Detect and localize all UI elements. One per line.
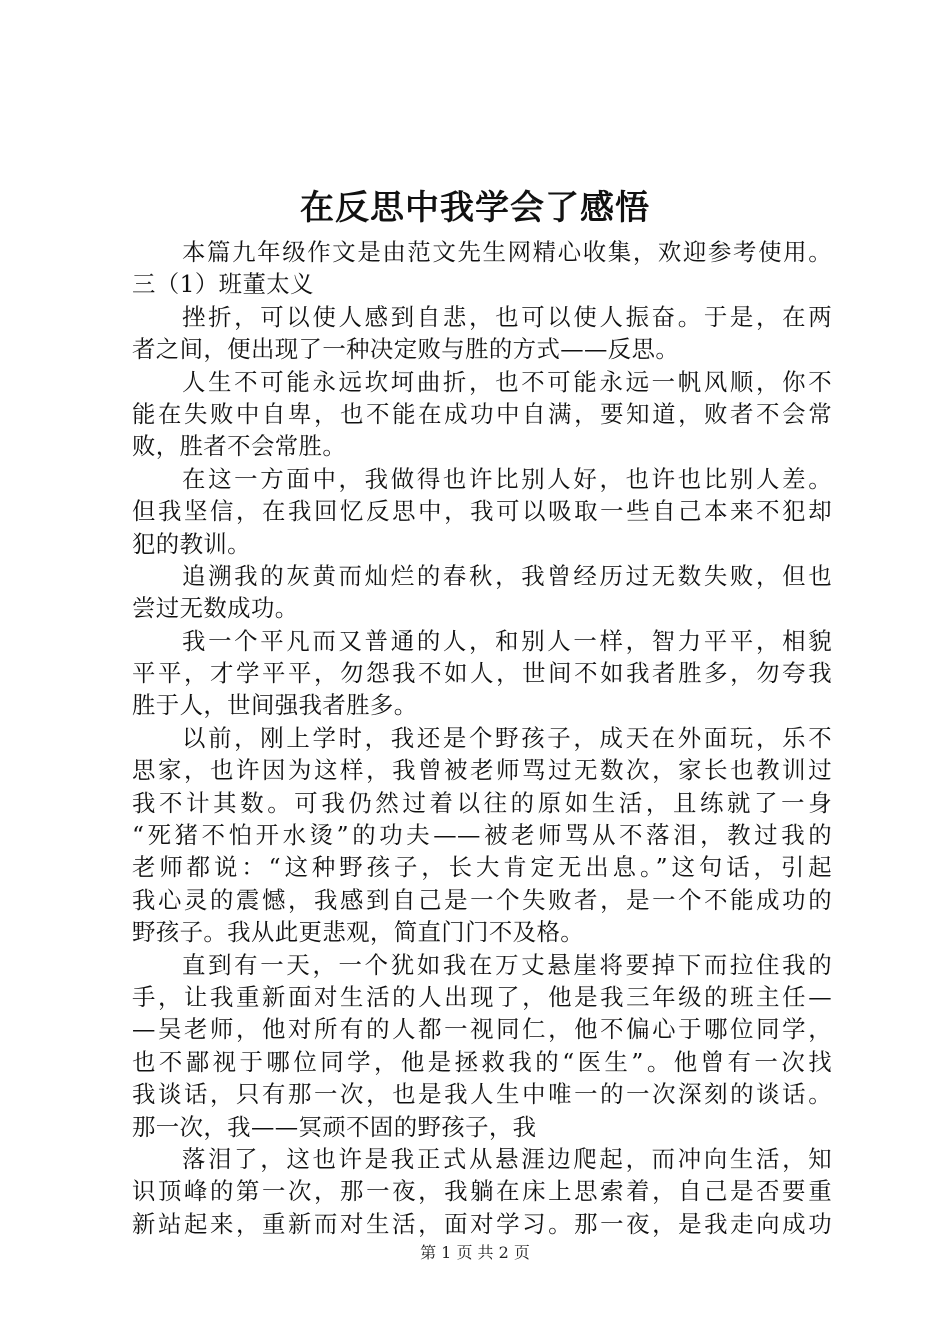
- text-line: 我不计其数。可我仍然过着以往的原如生活，且练就了一身: [132, 788, 832, 817]
- text-line: 也不鄙视于哪位同学，他是拯救我的“医生”。他曾有一次找: [132, 1047, 832, 1076]
- text-line: 犯的教训。: [132, 529, 251, 558]
- text-line: 在这一方面中，我做得也许比别人好，也许也比别人差。: [182, 464, 832, 493]
- text-line: 三（1）班董太义: [132, 270, 314, 299]
- text-line: 我心灵的震憾，我感到自己是一个失败者，是一个不能成功的: [132, 885, 832, 914]
- document-body: [132, 236, 832, 1240]
- document-title: 在反思中我学会了感悟: [300, 188, 650, 228]
- text-line: 直到有一天，一个犹如我在万丈悬崖将要掉下而拉住我的: [182, 950, 832, 979]
- text-line: 手，让我重新面对生活的人出现了，他是我三年级的班主任—: [132, 982, 832, 1011]
- text-line: 人生不可能永远坎坷曲折，也不可能永远一帆风顺，你不: [182, 367, 832, 396]
- text-line: 平平，才学平平，勿怨我不如人，世间不如我者胜多，勿夸我: [132, 659, 832, 688]
- text-line: 败，胜者不会常胜。: [132, 432, 347, 461]
- text-line: 新站起来，重新而对生活，面对学习。那一夜，是我走向成功: [132, 1209, 832, 1238]
- text-line: 挫折，可以使人感到自悲，也可以使人振奋。于是，在两: [182, 302, 832, 331]
- text-line: 野孩子。我从此更悲观，简直门门不及格。: [132, 918, 585, 947]
- text-line: 识顶峰的第一次，那一夜，我躺在床上思索着，自己是否要重: [132, 1177, 832, 1206]
- page-footer: 第 1 页 共 2 页: [420, 1243, 530, 1262]
- text-line: 但我坚信，在我回忆反思中，我可以吸取一些自己本来不犯却: [132, 497, 832, 526]
- text-line: 胜于人，世间强我者胜多。: [132, 691, 418, 720]
- text-line: —吴老师，他对所有的人都一视同仁，他不偏心于哪位同学，: [132, 1015, 832, 1044]
- text-line: 思家，也许因为这样，我曾被老师骂过无数次，家长也教训过: [132, 756, 832, 785]
- text-line: 那一次，我——冥顽不固的野孩子，我: [132, 1112, 537, 1141]
- text-line: 我一个平凡而又普通的人，和别人一样，智力平平，相貌: [182, 626, 832, 655]
- text-line: 能在失败中自卑，也不能在成功中自满，要知道，败者不会常: [132, 399, 832, 428]
- text-line: “死猪不怕开水烫”的功夫——被老师骂从不落泪，教过我的: [132, 821, 832, 850]
- text-line: 老师都说：“这种野孩子，长大肯定无出息。”这句话，引起: [132, 853, 832, 882]
- text-line: 追溯我的灰黄而灿烂的春秋，我曾经历过无数失败，但也: [182, 561, 832, 590]
- text-line: 者之间，便出现了一种决定败与胜的方式——反思。: [132, 335, 680, 364]
- text-line: 我谈话，只有那一次，也是我人生中唯一的一次深刻的谈话。: [132, 1080, 832, 1109]
- text-line: 尝过无数成功。: [132, 594, 299, 623]
- text-line: 本篇九年级作文是由范文先生网精心收集，欢迎参考使用。: [182, 238, 832, 266]
- text-line: 落泪了，这也许是我正式从悬涯边爬起，而冲向生活，知: [182, 1144, 832, 1173]
- text-line: 以前，刚上学时，我还是个野孩子，成天在外面玩，乐不: [182, 723, 832, 752]
